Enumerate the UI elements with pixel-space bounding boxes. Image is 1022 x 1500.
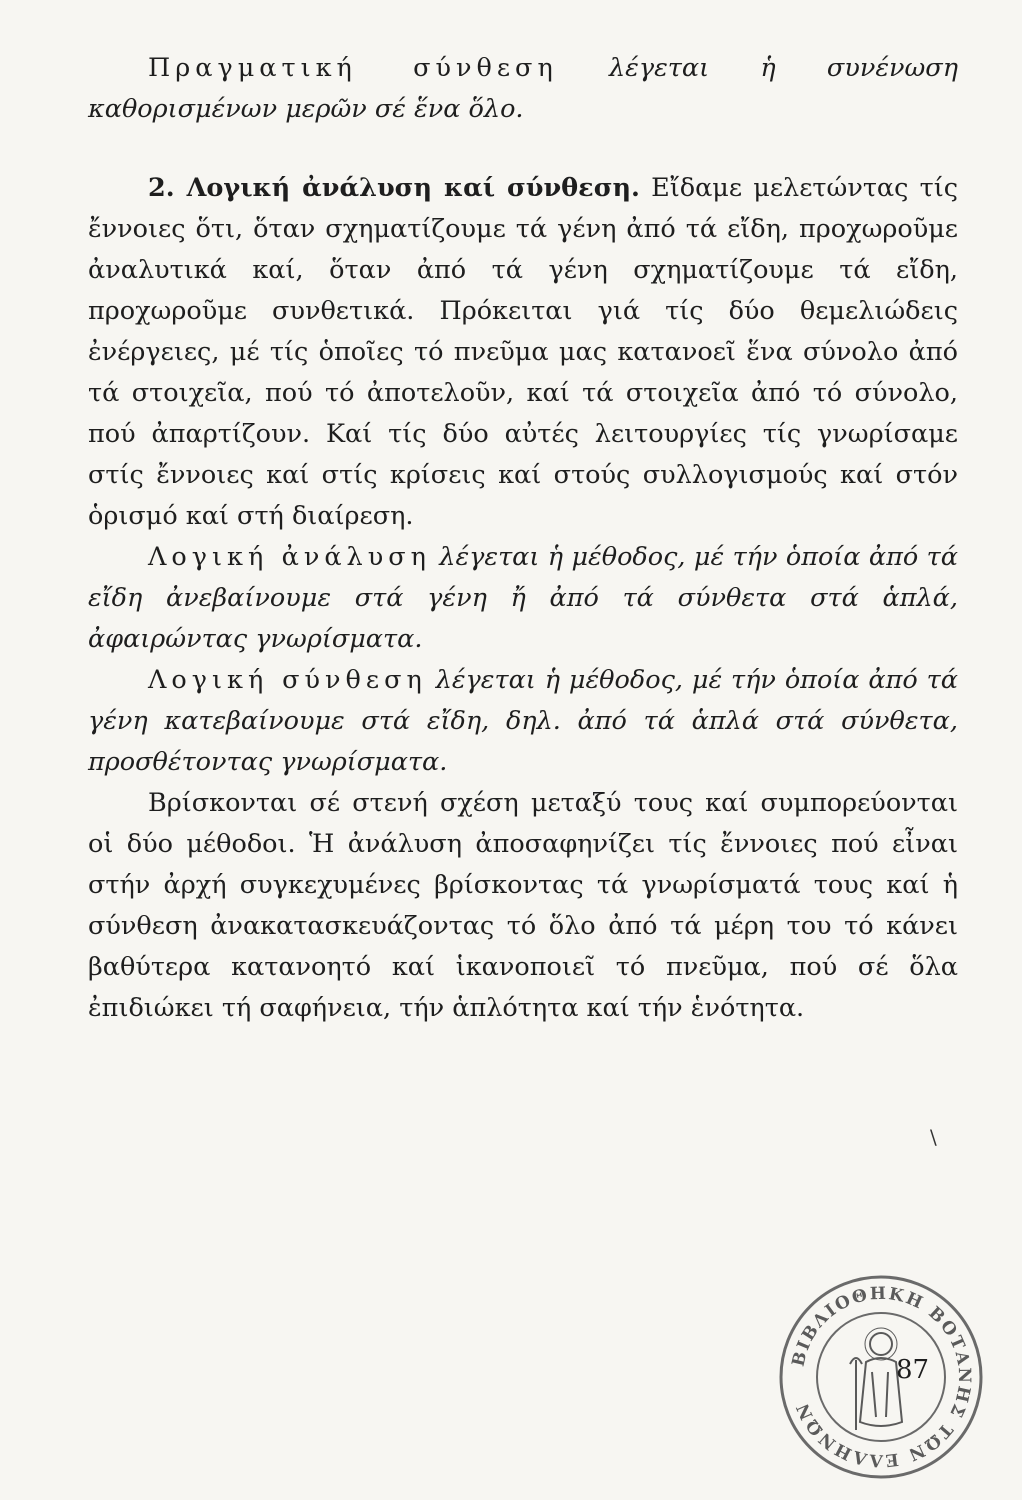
relation-text: Βρίσκονται σέ στενή σχέση μεταξύ τους καί συμπορεύονται οἱ δύο μέθοδοι. Ἡ ἀνάλυση ἀποσαφηνίζει τίς ἔννοιες πού εἶναι στήν ἀρχή συγκεχυμένες βρίσκοντας τά γνωρίσματά τους καί ἡ σύνθεση ἀνακατασκευάζοντας τό ὅλο ἀπό τά μέρη του τό κάνει βαθύτερα κατανοητό καί ἱκανοποιεῖ τό πνεῦμα, πού σέ ὅλα ἐπιδιώκει τή σαφήνεια, τήν ἁπλότητα καί τήν ἑνότητα. [88,788,958,1023]
paragraph-relation-of-methods [88,783,958,1029]
section-intro-text: Εἴδαμε μελετώντας τίς ἔννοιες ὅτι, ὅταν σχηματίζουμε τά γένη ἀπό τά εἴδη, προχωροῦμε ἀναλυτικά καί, ὅταν ἀπό τά γένη σχηματίζουμε τά εἴδη, προχωροῦμε συνθετικά. Πρόκειται γιά τίς δύο θεμελιώδεις ἐνέργειες, μέ τίς ὁποῖες τό πνεῦμα μας κατανοεῖ ἕνα σύνολο ἀπό τά στοιχεῖα, πού τό ἀποτελοῦν, καί τά στοιχεῖα ἀπό τό σύνολο, πού ἀπαρτίζουν. Καί τίς δύο αὐτές λειτουργίες τίς γνωρίσαμε στίς ἔννοιες καί στίς κρίσεις καί στούς συλλογισμούς καί στόν ὁρισμό καί στή διαίρεση. [88,173,958,531]
term-logical-synthesis: Λογική σύνθεση [148,665,427,695]
library-stamp [776,1272,986,1482]
term-logical-analysis: Λογική ἀνάλυση [148,542,431,572]
paragraph-logical-analysis-synthesis [88,168,958,537]
paragraph-real-synthesis [88,48,958,130]
paragraph-logical-synthesis [88,660,958,783]
saint-figure-icon [850,1328,902,1430]
section-heading: 2. Λογική ἀνάλυση καί σύνθεση. [148,173,640,203]
stamp-outer-ring [781,1277,981,1477]
term-real-synthesis: Πραγματική σύνθεση [148,53,558,83]
body-text [88,48,958,1029]
definition-logical-synthesis: λέγεται ἡ μέθοδος, μέ τήν ὁποία ἀπό τά γένη κατεβαίνουμε στά εἴδη, δηλ. ἀπό τά ἁπλά στά σύνθετα, προσθέτοντας γνωρίσματα. [88,665,958,777]
paragraph-logical-analysis [88,537,958,660]
page-number: 87 [896,1355,930,1385]
definition-real-synthesis: λέγεται ἡ συνένωση καθορισμένων μερῶν σέ ἕνα ὅλο. [88,53,958,124]
definition-logical-analysis: λέγεται ἡ μέθοδος, μέ τήν ὁποία ἀπό τά εἴδη ἀνεβαίνουμε στά γένη ἤ ἀπό τά σύνθετα στά ἁπλά, ἀφαιρώντας γνωρίσματα. [88,542,958,654]
stamp-text: ΒΙΒΛΙΟΘΗΚΗ ΒΟΤΑΝΗΣ ΤΩΝ ΕΛΛΗΝΩΝ [788,1283,975,1471]
pencil-mark: \ [930,1125,937,1149]
